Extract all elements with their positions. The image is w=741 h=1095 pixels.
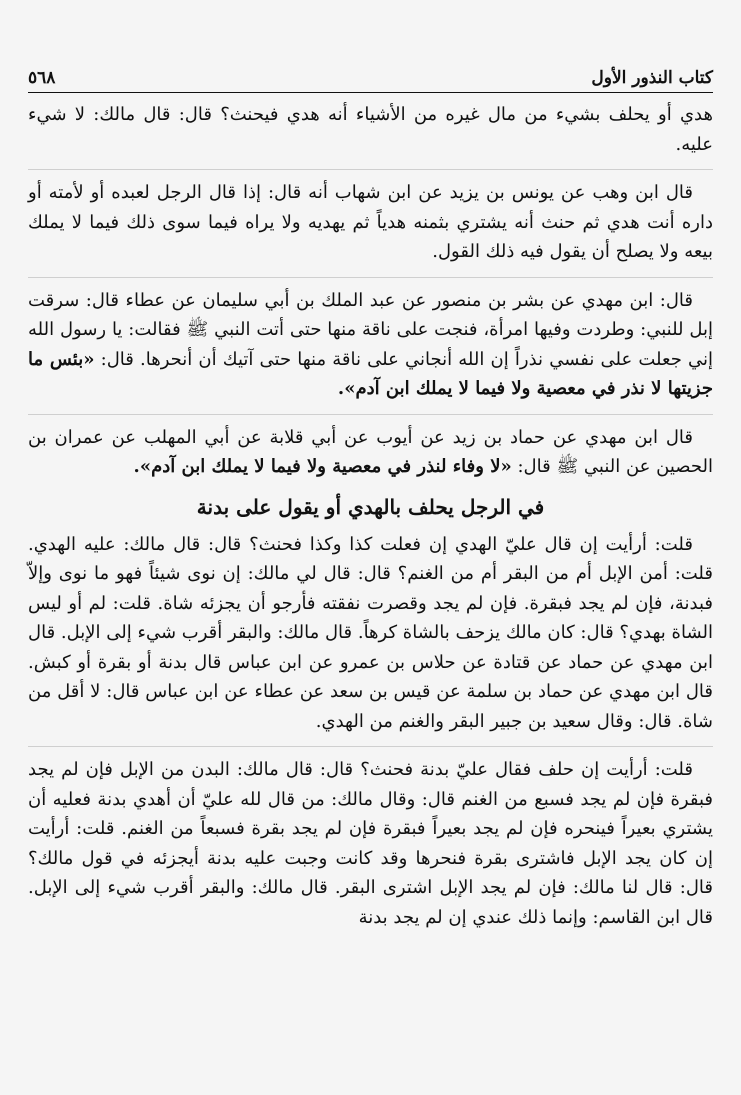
paragraph-3 [28, 286, 713, 404]
paragraph-5: قلت: أرأيت إن قال عليّ الهدي إن فعلت كذا وكذا فحنث؟ قال: قال مالك: عليه الهدي. قلت: أمن الإبل أم من البقر أم من الغنم؟ قال: قال لي مالك: إن نوى شيئاً فهو ما نوى وإلاّ فبدنة، فإن لم يجد فبقرة. فإن لم يجد وقصرت نفقته فأرجو أن يجزئه شاة. قلت: لم أو ليس الشاة بهدي؟ قال: كان مالك يزحف بالشاة كرهاً. قال مالك: والبقر أقرب شيء إلى الإبل. قال ابن مهدي عن حماد عن قتادة عن حلاس بن عمرو عن ابن عباس قال بدنة أو بقرة أو كبش. قال ابن مهدي عن حماد بن سلمة عن قيس بن سعد عن عطاء عن ابن عباس قال: لا أقل من شاة. قال: وقال سعيد بن جبير البقر والغنم من الهدي. [28, 533, 713, 732]
divider [28, 414, 713, 415]
page-number: ٥٦٨ [28, 68, 56, 88]
paragraph-2: قال ابن وهب عن يونس بن يزيد عن ابن شهاب أنه قال: إذا قال الرجل لعبده أو لأمته أو داره أنت هدي ثم حنث أنه يشتري بثمنه هدياً ثم يهديه ولا يراه فيما سوى ذلك فيما لا يملك بيعه ولا يصلح أن يقول فيه ذلك القول. [28, 182, 713, 262]
paragraph-3-text: قال: ابن مهدي عن بشر بن منصور عن عبد الملك بن أبي سليمان عن عطاء قال: سرقت إبل للنبي: وطردت وفيها امرأة، فنجت على ناقة منها حتى أتت النبي ﷺ فقالت: يا رسول الله إني جعلت على نفسي نذراً إن الله أنجاني على ناقة منها حتى آتيك أن أنحرها. قال: [28, 289, 713, 370]
divider [28, 746, 713, 747]
page-header [28, 58, 713, 93]
page-body [28, 100, 713, 942]
book-title: كتاب النذور الأول [591, 68, 713, 88]
paragraph-1: هدي أو يحلف بشيء من مال غيره من الأشياء أنه هدي فيحنث؟ قال: قال مالك: لا شيء عليه. [28, 104, 713, 155]
section-heading: في الرجل يحلف بالهدي أو يقول على بدنة [196, 494, 545, 519]
paragraph-4-text: قال ابن مهدي عن حماد بن زيد عن أيوب عن أبي قلابة عن أبي المهلب عن عمران بن الحصين عن النبي ﷺ قال: [28, 426, 713, 477]
divider [28, 277, 713, 278]
hadith-quote: «بئس ما جزيتها لا نذر في معصية ولا فيما لا يملك ابن آدم». [28, 348, 713, 399]
paragraph-6: قلت: أرأيت إن حلف فقال عليّ بدنة فحنث؟ قال: قال مالك: البدن من الإبل فإن لم يجد فبقرة فإن لم يجد فسبع من الغنم قال: وقال مالك: من قال لله عليّ أن أهدي بدنة فعليه أن يشتري بعيراً فينحره فإن لم يجد بعيراً فبقرة فإن لم يجد بقرة فسبعاً من الغنم. قلت: أرأيت إن كان يجد الإبل فاشترى بقرة فنحرها وقد كانت وجبت عليه بدنة أيجزئه في قول مالك؟ قال: قال لنا مالك: فإن لم يجد الإبل اشترى البقر. قال مالك: والبقر أقرب شيء إلى الإبل. قال ابن القاسم: وإنما ذلك عندي إن لم يجد بدنة [28, 759, 713, 928]
divider [28, 169, 713, 170]
hadith-quote: «لا وفاء لنذر في معصية ولا فيما لا يملك ابن آدم». [133, 456, 512, 477]
paragraph-4 [28, 423, 713, 482]
